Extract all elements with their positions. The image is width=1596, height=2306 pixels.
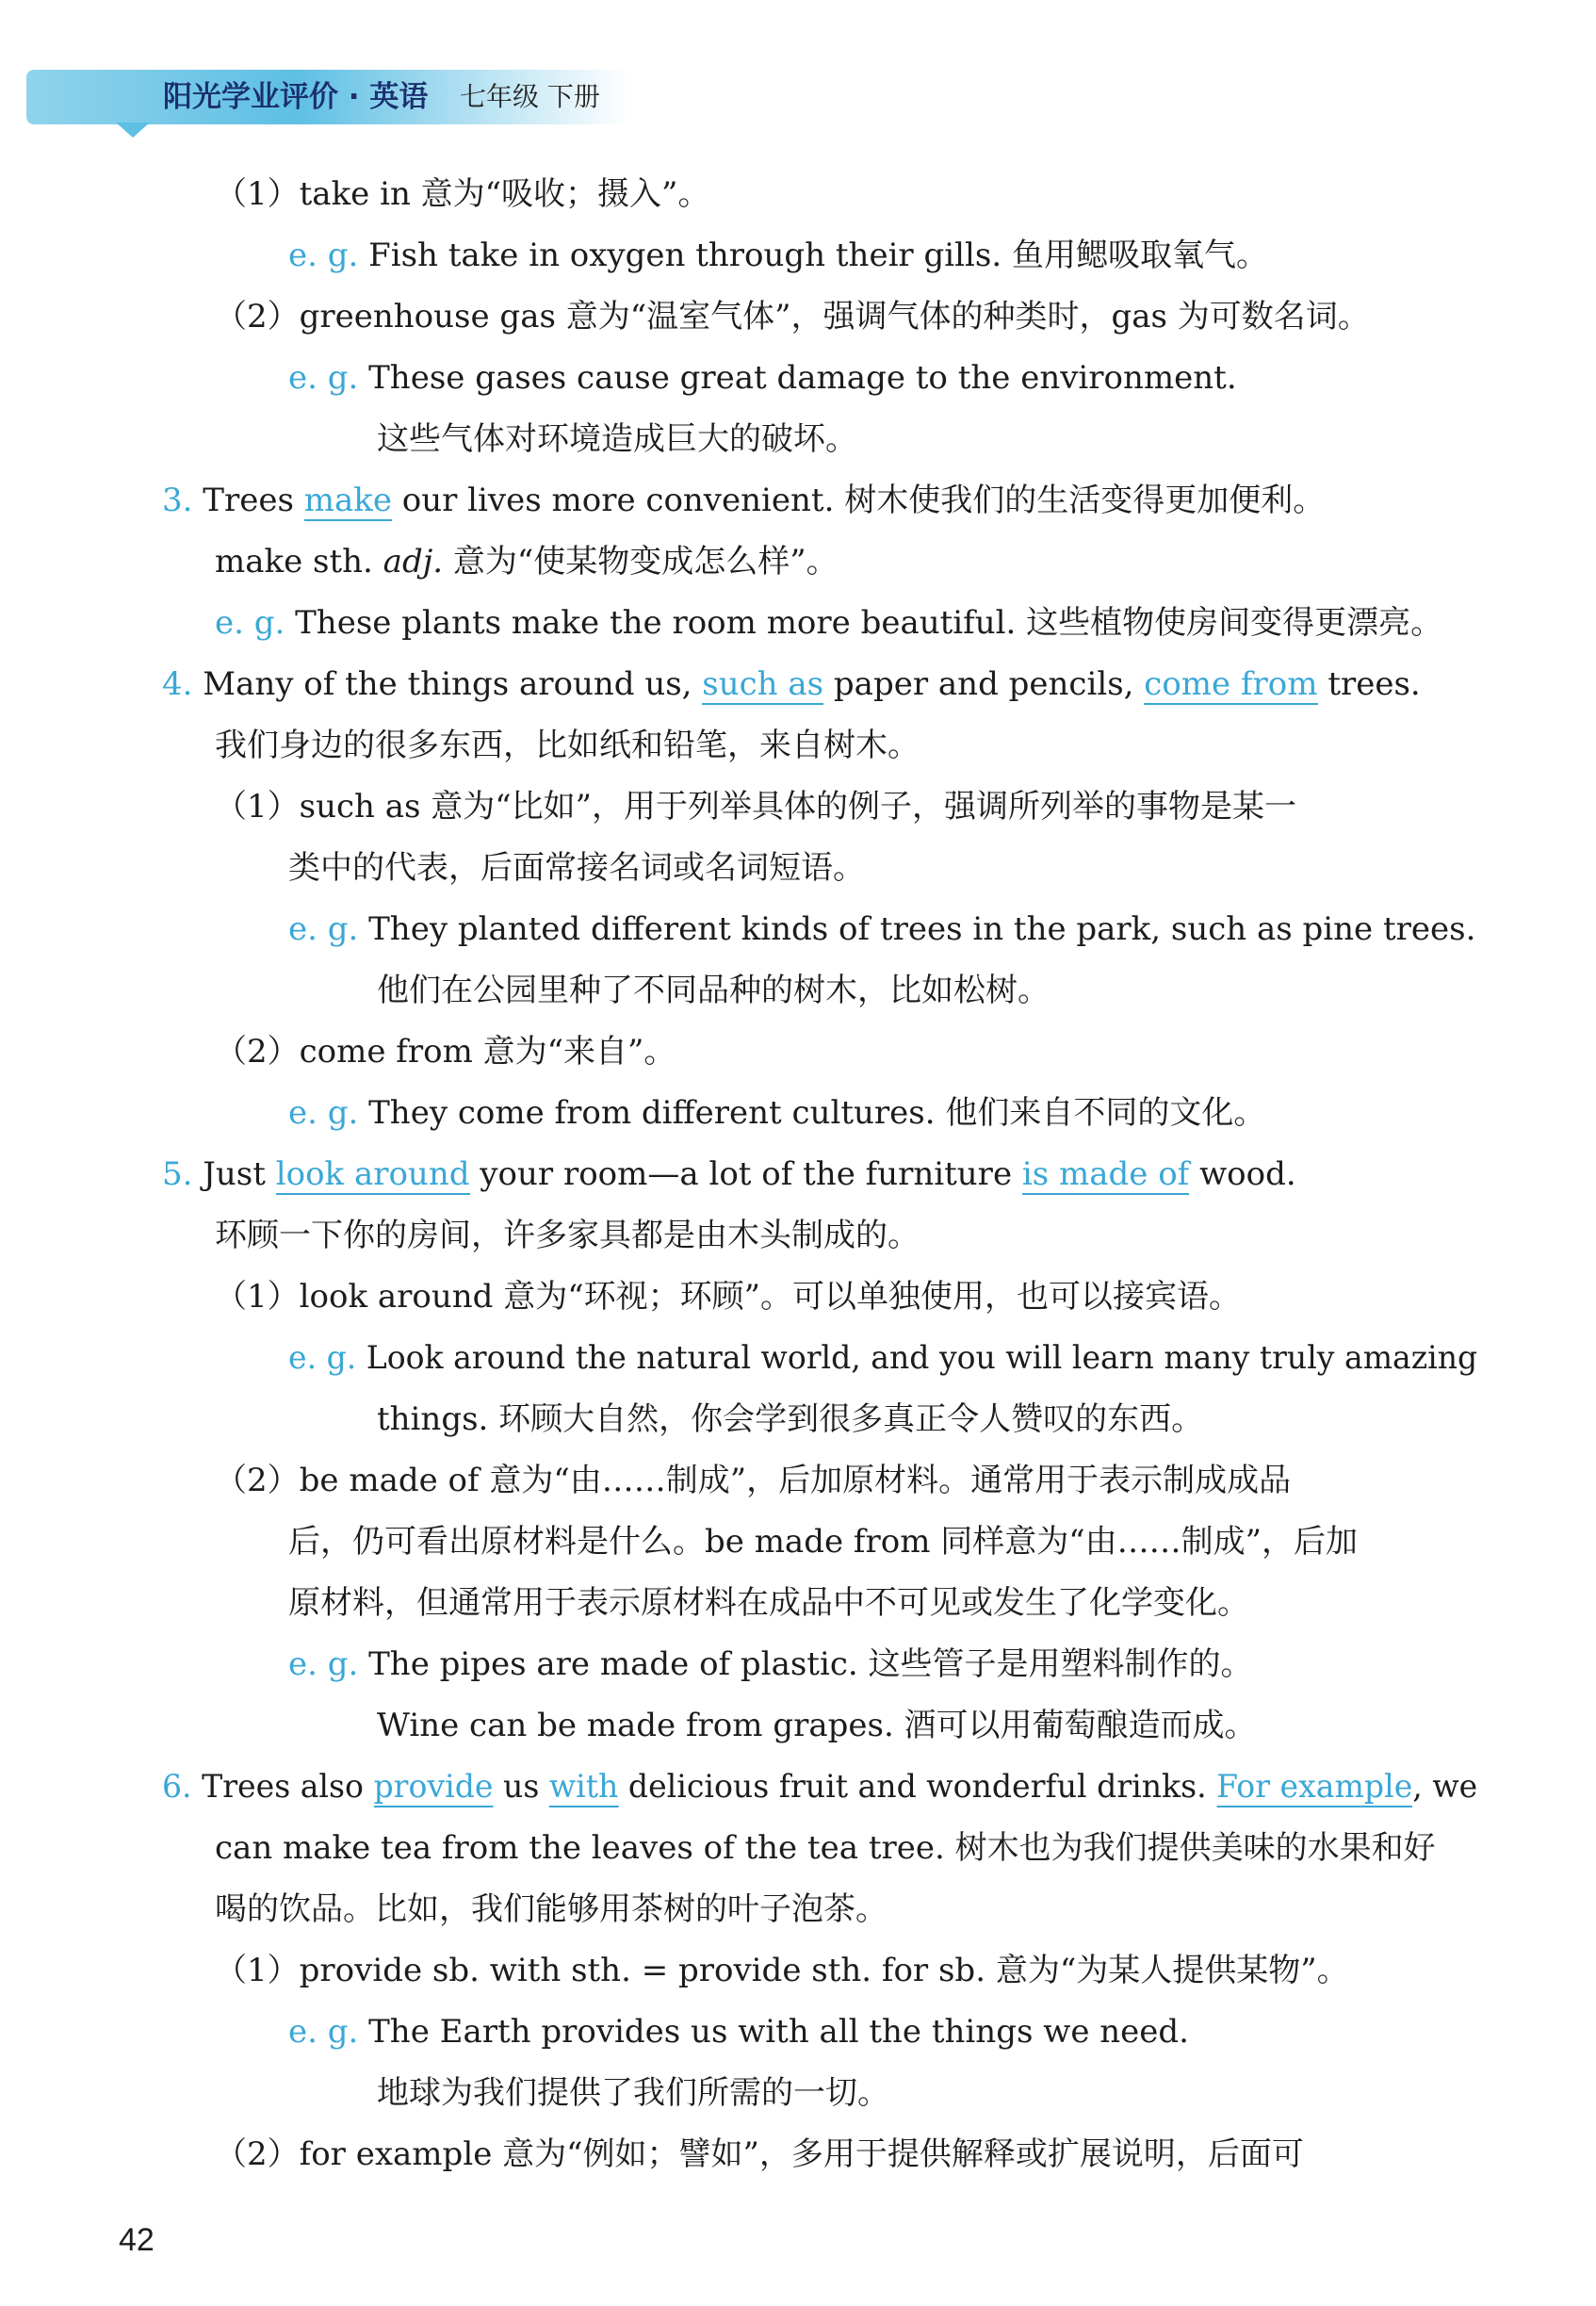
example-line (288, 906, 1475, 953)
sentence-text: wood. (1189, 1155, 1296, 1193)
text-line: （1）look around 意为“环视；环顾”。可以单独使用，也可以接宾语。 (215, 1278, 1241, 1316)
sentence-6 (162, 1763, 1477, 1810)
text-line: can make tea from the leaves of the tea tree. 树木也为我们提供美味的水果和好 (215, 1829, 1436, 1867)
sentence-text: your room—a lot of the furniture (469, 1155, 1022, 1193)
item-number: 6. (162, 1768, 192, 1806)
sentence-3 (162, 477, 1325, 524)
text-line: （1）take in 意为“吸收；摄入”。 (215, 175, 710, 213)
eg-label: e. g. (288, 910, 359, 948)
example-text: Look around the natural world, and you will learn many truly amazing (366, 1339, 1478, 1377)
item-number: 3. (162, 482, 193, 519)
text-line: （1）provide sb. with sth. = provide sth. for sb. 意为“为某人提供某物”。 (215, 1952, 1349, 1989)
example-line (288, 2008, 1189, 2055)
example-line (288, 1334, 1477, 1382)
page-header (26, 70, 629, 124)
highlighted-phrase: come from (1144, 665, 1318, 703)
text-line: 原材料，但通常用于表示原材料在成品中不可见或发生了化学变化。 (288, 1584, 1249, 1622)
example-continuation: Wine can be made from grapes. 酒可以用葡萄酿造而成。 (377, 1707, 1257, 1744)
sentence-4 (162, 661, 1421, 708)
translation-line: 环顾一下你的房间，许多家具都是由木头制成的。 (215, 1217, 920, 1254)
sentence-text: , we (1412, 1768, 1478, 1806)
translation-line: 他们在公园里种了不同品种的树木，比如松树。 (377, 972, 1050, 1009)
text-line: （2）be made of 意为“由……制成”，后加原材料。通常用于表示制成成品 (215, 1462, 1292, 1499)
example-text: The pipes are made of plastic. 这些管子是用塑料制作的。 (368, 1645, 1253, 1683)
example-continuation: things. 环顾大自然，你会学到很多真正令人赞叹的东西。 (377, 1400, 1204, 1438)
text-line: 后，仍可看出原材料是什么。be made from 同样意为“由……制成”，后加 (288, 1523, 1359, 1561)
book-title: 阳光学业评价 · 英语 (163, 80, 429, 114)
sentence-text: Trees (203, 482, 304, 519)
text-part: make sth. (215, 543, 383, 581)
example-text: The Earth provides us with all the things we need. (368, 2013, 1189, 2051)
item-number: 5. (162, 1155, 193, 1193)
highlighted-phrase: with (548, 1768, 619, 1806)
sentence-text: our lives more convenient. 树木使我们的生活变得更加便利。 (391, 482, 1326, 519)
translation-line: 喝的饮品。比如，我们能够用茶树的叶子泡茶。 (215, 1890, 888, 1928)
highlighted-phrase: look around (275, 1155, 470, 1193)
eg-label: e. g. (288, 1339, 357, 1377)
page-number: 42 (119, 2222, 155, 2258)
text-part: 意为“使某物变成怎么样”。 (443, 543, 839, 581)
text-line: 类中的代表，后面常接名词或名词短语。 (288, 849, 865, 887)
example-text: These gases cause great damage to the environment. (368, 359, 1237, 397)
italic-abbr: adj. (383, 543, 444, 581)
example-text: These plants make the room more beautiful. 这些植物使房间变得更漂亮。 (295, 604, 1443, 642)
grade-label: 七年级 下册 (460, 81, 600, 112)
example-line (215, 599, 1442, 646)
example-text: Fish take in oxygen through their gills. 鱼用鳃吸取氧气。 (368, 237, 1268, 274)
text-line: （2）greenhouse gas 意为“温室气体”，强调气体的种类时，gas 为可数名词。 (215, 298, 1370, 335)
eg-label: e. g. (288, 2013, 359, 2051)
sentence-text: Just (203, 1155, 276, 1193)
highlighted-phrase: such as (702, 665, 824, 703)
eg-label: e. g. (288, 1094, 359, 1132)
sentence-text: us (493, 1768, 549, 1806)
eg-label: e. g. (288, 237, 359, 274)
header-tail (116, 123, 150, 138)
item-number: 4. (162, 665, 193, 703)
example-line (288, 232, 1268, 279)
sentence-text: Trees also (202, 1768, 374, 1806)
text-line: （2）for example 意为“例如；譬如”，多用于提供解释或扩展说明，后面可 (215, 2135, 1304, 2173)
sentence-text: paper and pencils, (823, 665, 1145, 703)
translation-line: 我们身边的很多东西，比如纸和铅笔，来自树木。 (215, 727, 920, 764)
text-line (215, 538, 839, 585)
eg-label: e. g. (288, 359, 359, 397)
example-text: They planted different kinds of trees in the park, such as pine trees. (368, 910, 1476, 948)
sentence-text: Many of the things around us, (203, 665, 703, 703)
sentence-text: delicious fruit and wonderful drinks. (618, 1768, 1217, 1806)
highlighted-phrase: For example (1216, 1768, 1413, 1806)
eg-label: e. g. (288, 1645, 359, 1683)
sentence-5 (162, 1151, 1296, 1198)
text-line: （1）such as 意为“比如”，用于列举具体的例子，强调所列举的事物是某一 (215, 788, 1297, 826)
text-line: （2）come from 意为“来自”。 (215, 1033, 676, 1071)
highlighted-phrase: make (303, 482, 392, 519)
translation-line: 这些气体对环境造成巨大的破坏。 (377, 420, 857, 458)
translation-line: 地球为我们提供了我们所需的一切。 (377, 2074, 889, 2112)
highlighted-phrase: is made of (1021, 1155, 1190, 1193)
example-line (288, 354, 1237, 401)
example-text: They come from different cultures. 他们来自不同的文化。 (368, 1094, 1266, 1132)
highlighted-phrase: provide (373, 1768, 494, 1806)
example-line (288, 1089, 1265, 1137)
eg-label: e. g. (215, 604, 285, 642)
example-line (288, 1641, 1252, 1688)
sentence-text: trees. (1317, 665, 1421, 703)
